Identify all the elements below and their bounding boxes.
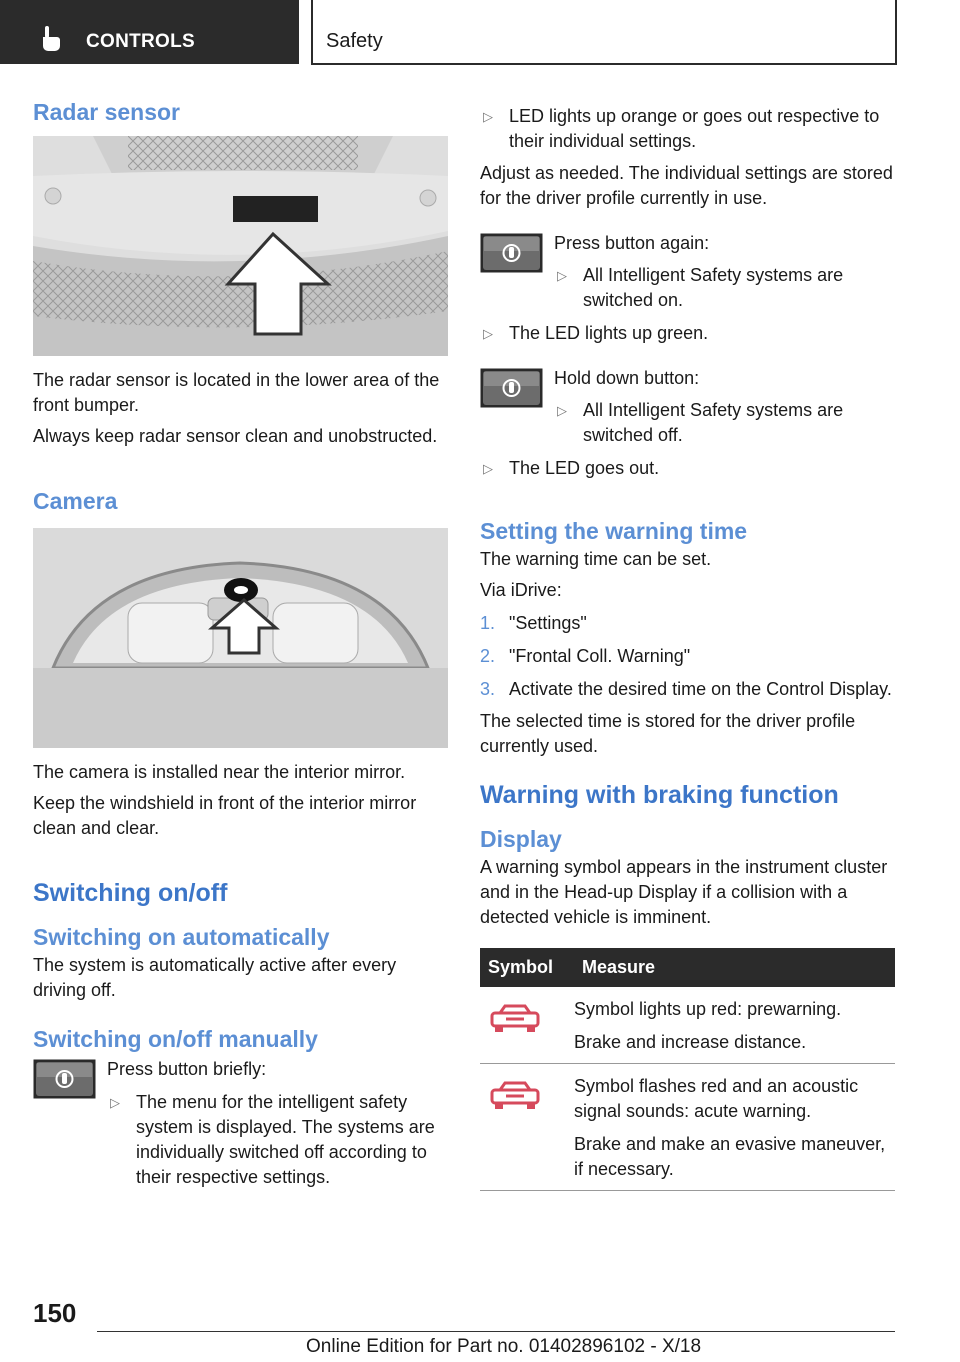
triangle-bullet-icon: ▷ <box>110 1095 120 1111</box>
radar-clean-text: Always keep radar sensor clean and unobstructed. <box>33 425 438 446</box>
row1-measure-b: Brake and increase distance. <box>574 1032 807 1053</box>
led-out-bullet: ▷ The LED goes out. <box>480 456 895 481</box>
adjust-text: Adjust as needed. The individual settings are stored for the driver profile currently in use. <box>480 163 893 208</box>
radar-location-text: The radar sensor is located in the lower area of the front bumper. <box>33 369 440 415</box>
triangle-bullet-icon: ▷ <box>483 461 493 476</box>
section-label: CONTROLS <box>86 31 196 52</box>
braking-heading: Warning with braking function <box>480 780 839 809</box>
switching-heading: Switching on/off <box>33 878 228 907</box>
safety-button-icon <box>33 1059 96 1099</box>
list-item: 2. "Frontal Coll. Warning" <box>480 645 691 666</box>
systems-off-bullet: ▷ All Intelligent Safety systems are switched off. <box>557 400 844 445</box>
col-symbol-header: Symbol <box>480 948 574 987</box>
car-warning-icon <box>490 1003 540 1033</box>
stored-text: The selected time is stored for the driver profile currently used. <box>480 710 856 756</box>
manual-heading: Switching on/off manually <box>33 1026 318 1053</box>
row2-measure-b: Brake and make an evasive maneuver, if necessary. <box>574 1134 886 1180</box>
triangle-bullet-icon: ▷ <box>483 326 493 341</box>
radar-sensor-photo <box>33 136 448 356</box>
manual-button-row <box>33 1057 448 1190</box>
press-again-row <box>480 231 895 313</box>
auto-text: The system is automatically active after every driving off. <box>33 955 397 1001</box>
footer-divider <box>97 1331 895 1332</box>
list-item: 3. Activate the desired time on the Control Display. <box>480 678 892 699</box>
triangle-bullet-icon: ▷ <box>557 268 567 283</box>
table-row <box>480 1064 895 1191</box>
camera-location-text: The camera is installed near the interior mirror. <box>33 761 406 782</box>
row2-measure-a: Symbol flashes red and an acoustic signal sounds: acute warning. <box>574 1076 859 1122</box>
chapter-tab <box>311 0 897 65</box>
chapter-label: Safety <box>326 30 383 52</box>
camera-photo <box>33 528 448 748</box>
camera-clean-text: Keep the windshield in front of the interior mirror clean and clear. <box>33 792 417 838</box>
safety-button-icon <box>480 233 543 273</box>
steps-list <box>480 611 895 702</box>
press-again-text: Press button again: <box>554 233 710 253</box>
hand-pointer-icon <box>40 26 62 52</box>
page-number: 150 <box>33 1298 77 1328</box>
warning-time-text: The warning time can be set. <box>480 548 712 569</box>
via-idrive-text: Via iDrive: <box>480 579 562 600</box>
row1-measure-a: Symbol lights up red: prewarning. <box>574 999 842 1020</box>
triangle-bullet-icon: ▷ <box>483 109 493 124</box>
hold-down-text: Hold down button: <box>554 368 700 388</box>
display-text: A warning symbol appears in the instrument cluster and in the Head-up Display if a collision with a detected vehicle is imminent. <box>480 857 888 928</box>
left-column <box>33 98 448 1190</box>
symbol-table <box>480 948 895 1191</box>
manual-button-text: Press button briefly: <box>107 1059 267 1080</box>
edition-text: Online Edition for Part no. 01402896102 - X/18 <box>306 1336 702 1357</box>
table-row <box>480 987 895 1064</box>
auto-heading: Switching on automatically <box>33 924 330 951</box>
led-green-bullet: ▷ The LED lights up green. <box>480 321 895 346</box>
manual-bullet: ▷ The menu for the intelligent safety system is displayed. The systems are individually switched off according to their respective settings. <box>110 1092 435 1188</box>
right-column <box>480 104 895 1191</box>
list-item: 1. "Settings" <box>480 612 587 633</box>
radar-sensor-heading: Radar sensor <box>33 99 181 125</box>
camera-heading: Camera <box>33 487 118 514</box>
section-tab <box>0 0 299 64</box>
led-orange-bullet: ▷ LED lights up orange or goes out respective to their individual settings. <box>483 106 880 151</box>
display-heading: Display <box>480 826 562 853</box>
systems-on-bullet: ▷ All Intelligent Safety systems are switched on. <box>557 265 844 310</box>
hold-down-row <box>480 366 895 448</box>
col-measure-header: Measure <box>574 948 895 987</box>
warning-time-heading: Setting the warning time <box>480 518 748 544</box>
car-warning-icon <box>490 1080 540 1110</box>
triangle-bullet-icon: ▷ <box>557 403 567 418</box>
safety-button-icon <box>480 368 543 408</box>
